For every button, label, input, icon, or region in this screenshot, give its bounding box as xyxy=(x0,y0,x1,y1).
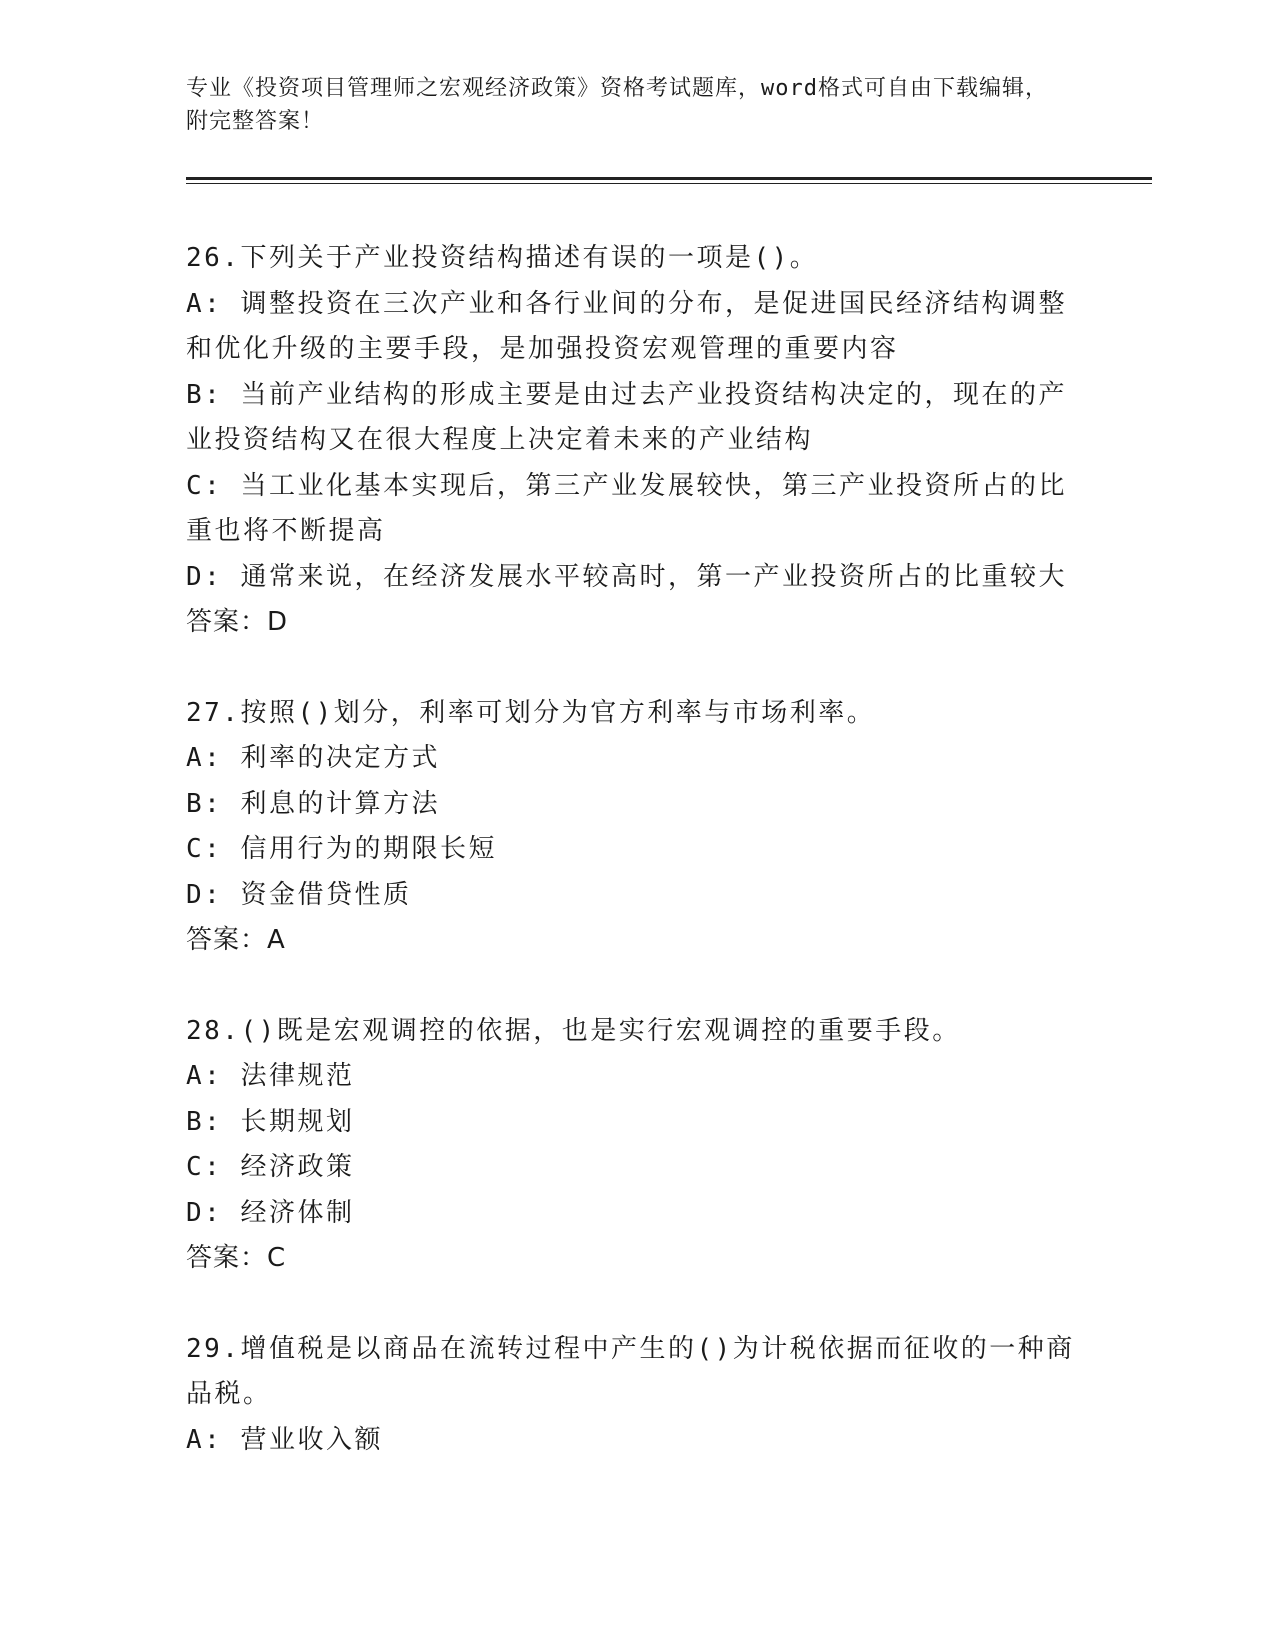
option-d: D: 资金借贷性质 xyxy=(186,879,412,910)
question-stem: 28.()既是宏观调控的依据，也是实行宏观调控的重要手段。 xyxy=(186,1015,961,1046)
question-stem: 29.增值税是以商品在流转过程中产生的()为计税依据而征收的一种商品税。 xyxy=(186,1333,1075,1409)
answer: 答案：C xyxy=(186,1243,287,1273)
option-a: A: 调整投资在三次产业和各行业间的分布，是促进国民经济结构调整和优化升级的主要手段，是加强投资宏观管理的重要内容 xyxy=(186,288,1067,364)
question-28 xyxy=(186,1009,1076,1282)
option-a: A: 法律规范 xyxy=(186,1061,355,1091)
option-b: B: 长期规划 xyxy=(186,1106,355,1137)
option-a: A: 营业收入额 xyxy=(186,1424,383,1455)
question-29 xyxy=(186,1327,1076,1464)
option-c: C: 经济政策 xyxy=(186,1152,355,1182)
question-26 xyxy=(186,236,1076,646)
option-d: D: 经济体制 xyxy=(186,1197,355,1228)
question-stem: 27.按照()划分，利率可划分为官方利率与市场利率。 xyxy=(186,697,876,728)
option-a: A: 利率的决定方式 xyxy=(186,743,440,773)
header-divider-thin xyxy=(186,183,1152,184)
document-header: 专业《投资项目管理师之宏观经济政策》资格考试题库，word格式可自由下载编辑，附完整答案！ xyxy=(186,76,1048,134)
option-c: C: 信用行为的期限长短 xyxy=(186,834,497,864)
answer: 答案：A xyxy=(186,925,286,955)
question-stem: 26.下列关于产业投资结构描述有误的一项是()。 xyxy=(186,243,819,273)
option-b: B: 利息的计算方法 xyxy=(186,788,440,819)
question-27 xyxy=(186,691,1076,964)
option-c: C: 当工业化基本实现后，第三产业发展较快，第三产业投资所占的比重也将不断提高 xyxy=(186,470,1067,546)
question-list xyxy=(186,236,1076,1508)
answer: 答案：D xyxy=(186,607,289,637)
option-b: B: 当前产业结构的形成主要是由过去产业投资结构决定的，现在的产业投资结构又在很大程度上决定着未来的产业结构 xyxy=(186,379,1067,455)
option-d: D: 通常来说，在经济发展水平较高时，第一产业投资所占的比重较大 xyxy=(186,561,1067,592)
header-divider-thick xyxy=(186,177,1152,180)
